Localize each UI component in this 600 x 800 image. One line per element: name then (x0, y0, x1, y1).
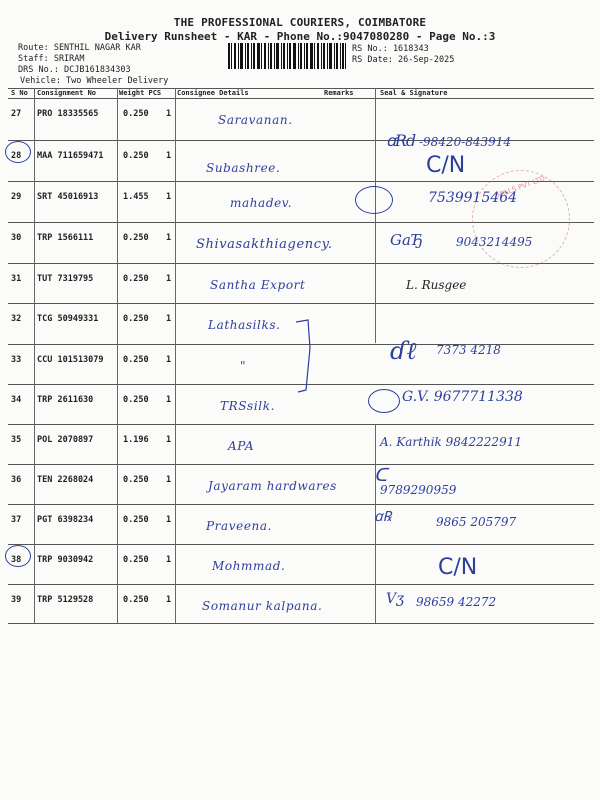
company-seal-stamp (472, 170, 570, 268)
row-pcs: 1 (166, 274, 172, 284)
row-signature: 9789290959 (380, 483, 457, 497)
table-row (8, 385, 592, 425)
rs-date: RS Date: 26-Sep-2025 (352, 55, 455, 65)
signature-phone: -98420-843914 (418, 135, 512, 149)
table-row (8, 465, 592, 505)
row-consignee: Lathasilks. (208, 318, 281, 332)
row-consignee: Shivasakthiagency. (196, 237, 333, 252)
row-signature: 7373 4218 (436, 343, 501, 357)
row-signature-mark: GaЂ (390, 231, 423, 249)
row-pcs: 1 (166, 109, 172, 119)
row-weight: 0.250 (123, 109, 149, 119)
table-row (8, 425, 592, 465)
row-consignee: TRSsilk. (220, 399, 275, 413)
row-consignment: POL 2070897 (37, 435, 94, 445)
row-consignment: TEN 2268024 (37, 475, 94, 485)
signature-loop (355, 186, 393, 214)
runsheet-title: Delivery Runsheet - KAR - Phone No.:9047080280 - Page No.:3 (104, 30, 496, 43)
row-consignment: PRO 18335565 (37, 109, 99, 119)
row-signature: 98659 42272 (416, 595, 497, 609)
row-weight: 0.250 (123, 515, 149, 525)
row-weight: 0.250 (123, 355, 149, 365)
signature-loop (368, 389, 400, 413)
row-consignee: Praveena. (206, 519, 273, 533)
row-consignee: Subashree. (206, 161, 281, 175)
highlight-circle (5, 545, 31, 567)
row-pcs: 1 (166, 233, 172, 243)
row-pcs: 1 (166, 435, 172, 445)
row-sno: 33 (11, 355, 22, 365)
rs-number: RS No.: 1618343 (352, 44, 429, 54)
header-consignment: Consignment No (37, 89, 97, 97)
row-consignment: SRT 45016913 (37, 192, 99, 202)
row-signature: C/N (438, 555, 478, 580)
row-sno: 30 (11, 233, 22, 243)
row-sno: 38 (11, 555, 22, 565)
row-signature: L. Rusgee (406, 278, 467, 292)
row-signature-mark: ᑕ (374, 465, 388, 486)
highlight-circle (5, 141, 31, 163)
row-pcs: 1 (166, 314, 172, 324)
header-remarks: Remarks (324, 89, 354, 97)
header-consignee: Consignee Details (177, 89, 249, 97)
row-weight: 0.250 (123, 395, 149, 405)
row-consignment: MAA 711659471 (37, 151, 104, 161)
table-row (8, 99, 592, 150)
row-signature: ꭤRd -98420-843914 (386, 131, 512, 150)
row-sno: 35 (11, 435, 22, 445)
company-title: THE PROFESSIONAL COURIERS, COIMBATORE (173, 16, 427, 29)
row-pcs: 1 (166, 475, 172, 485)
row-consignee: Jayaram hardwares (208, 479, 337, 493)
row-consignee: APA (228, 439, 255, 453)
row-weight: 1.455 (123, 192, 149, 202)
row-sno: 27 (11, 109, 22, 119)
row-sno: 29 (11, 192, 22, 202)
table-row (8, 337, 592, 385)
barcode-icon (228, 43, 346, 69)
row-consignment: TCG 50949331 (37, 314, 99, 324)
row-sno: 34 (11, 395, 22, 405)
row-consignment: PGT 6398234 (37, 515, 94, 525)
row-consignment: TRP 1566111 (37, 233, 94, 243)
drs-number: DRS No.: DCJB161834303 (18, 65, 131, 75)
staff-label: Staff: SRIRAM (18, 54, 85, 64)
row-signature-mark: ɗℓ (390, 337, 417, 365)
row-signature: G.V. 9677711338 (402, 389, 523, 405)
table-row (8, 545, 592, 585)
row-sno: 28 (11, 151, 22, 161)
row-pcs: 1 (166, 151, 172, 161)
row-sno: 32 (11, 314, 22, 324)
stamp-text: MILLS PVT LTD (495, 174, 547, 200)
row-weight: 1.196 (123, 435, 149, 445)
row-consignment: TRP 9030942 (37, 555, 94, 565)
route-label: Route: SENTHIL NAGAR KAR (18, 43, 141, 53)
row-signature-mark: ꭤ℞ (374, 509, 392, 525)
row-weight: 0.250 (123, 233, 149, 243)
row-sno: 31 (11, 274, 22, 284)
row-consignee: Santha Export (210, 278, 306, 292)
row-signature: 9043214495 (456, 235, 533, 249)
table-row (8, 304, 592, 344)
row-weight: 0.250 (123, 274, 149, 284)
row-consignee: mahadev. (230, 196, 293, 210)
row-sno: 36 (11, 475, 22, 485)
vehicle-label: Vehicle: Two Wheeler Delivery (20, 76, 169, 86)
row-signature-mark: Vʒ (386, 591, 405, 607)
row-consignee: Somanur kalpana. (202, 599, 323, 613)
header-sno: S No (11, 89, 28, 97)
row-consignee: Mohmmad. (212, 559, 286, 573)
row-consignment: CCU 101513079 (37, 355, 104, 365)
table-row (8, 505, 592, 545)
row-weight: 0.250 (123, 595, 149, 605)
row-consignment: TUT 7319795 (37, 274, 94, 284)
row-weight: 0.250 (123, 555, 149, 565)
row-pcs: 1 (166, 192, 172, 202)
row-pcs: 1 (166, 515, 172, 525)
row-consignment: TRP 2611630 (37, 395, 94, 405)
route-details (18, 42, 168, 86)
row-weight: 0.250 (123, 314, 149, 324)
table-row (8, 585, 592, 625)
header-weight-pcs: Weight PCS (119, 89, 162, 97)
row-consignee: " (240, 359, 247, 373)
row-weight: 0.250 (123, 475, 149, 485)
row-signature: 7539915464 (428, 190, 518, 206)
row-signature: 9865 205797 (436, 515, 517, 529)
header-seal-signature: Seal & Signature (380, 89, 448, 97)
row-consignee: Saravanan. (218, 113, 293, 127)
row-pcs: 1 (166, 595, 172, 605)
table-row (8, 264, 592, 304)
row-signature: C/N (426, 153, 466, 178)
row-pcs: 1 (166, 395, 172, 405)
row-signature: A. Karthik 9842222911 (380, 435, 522, 449)
row-sno: 37 (11, 515, 22, 525)
row-weight: 0.250 (123, 151, 149, 161)
row-sno: 39 (11, 595, 22, 605)
row-consignment: TRP 5129528 (37, 595, 94, 605)
rs-details (352, 43, 454, 65)
row-pcs: 1 (166, 555, 172, 565)
row-pcs: 1 (166, 355, 172, 365)
runsheet-table (8, 88, 592, 623)
